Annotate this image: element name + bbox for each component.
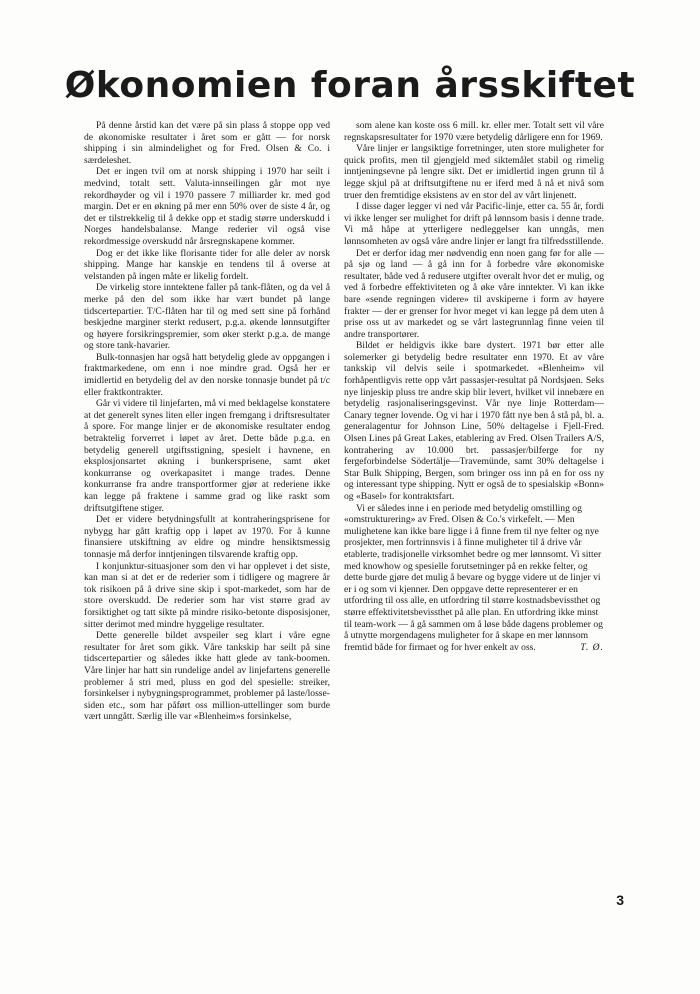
right-column [344, 120, 604, 653]
paragraph: som alene kan koste oss 6 mill. kr. eller mer. Totalt sett vil våre regnskapsresultater for 1970 være betydelig dårligere enn for 1969. [344, 120, 604, 143]
paragraph: Våre linjer er langsiktige forretninger, uten store muligheter for quick profits, men til gjengjeld med siktemålet stabil og rimelig inntjeningsevne på lengre sikt. Det er imidlertid ingen grunn til å legge skjul på at driftsutgiftene nu er iferd med å nå et nivå som truer den fremtidige eksistens av en stor del av vårt linjenett. [344, 143, 604, 201]
page-number: 3 [616, 892, 624, 908]
paragraph: Går vi videre til linjefarten, må vi med beklagelse konstatere at det generelt synes liten eller ingen fremgang i driftsresultater å spore. For mange linjer er de økonomiske resultater endog betraktelig forverret i løpet av året. Dette både p.g.a. en betydelig generell utgiftsstigning, spesielt i havnene, en eksplosjonsartet økning i bunkersprisene, samt øket konkurranse og overkapasitet i mange trades. Denne konkurranse fra andre transportformer gjør at rederiene ikke kan legge på fraktene i samme grad og like raskt som driftsutgiftene stiger. [84, 398, 330, 514]
paragraph: På denne årstid kan det være på sin plass å stoppe opp ved de økonomiske resultater i året som er gått — for norsk shipping i sin almindelighet og for Fred. Olsen & Co. i særdeleshet. [84, 120, 330, 166]
paragraph: Bulk-tonnasjen har også hatt betydelig glede av oppgangen i fraktmarkedene, om enn i noe mindre grad. Også her er imidlertid en betydelig del av den norske tonnasje bundet på t/c eller fraktkontrakter. [84, 351, 330, 398]
paragraph: I konjunktur-situasjoner som den vi har opplevet i det siste, kan man si at det er de rederier som i tidligere og magrere år tok risikoen på å drive sine skip i spot-markedet, som har de store overskudd. De rederier som har vist større grad av forsiktighet og tatt sikte på mindre risiko-betonte disposisjoner, sitter derimot med mindre hyggelige resultater. [84, 560, 330, 630]
paragraph: Bildet er heldigvis ikke bare dystert. 1971 bør etter alle solemerker gi betydelig bedre resultater enn 1970. Et av våre tankskip vil delvis seile i spotmarkedet. «Blenheim» vil forhåpentligvis rette opp vårt passasjer-resultat på Nordsjøen. Seks nye linjeskip pluss tre andre skip blir levert, hvilket vil innebære en betydelig rasjonaliseringsgevinst. Vår nye linje Rotterdam—Canary tegner lovende. Og vi har i 1970 fått nye ben å stå på, bl. a. generalagentur for Johnson Line, 50% deltagelse i Fjell-Fred. Olsen Lines på Great Lakes, etablering av Fred. Olsen Trailers A/S, kontrahering av 10.000 brt. passasjer/bilferge for ny fergeforbindelse Södertälje—Travemünde, samt 30% deltagelse i Star Bulk Shipping, Bergen, som bringer oss inn på en for oss ny og interessant type shipping. Nytt er også de to spesialskip «Bonn» og «Basel» for kontraktsfart. [344, 340, 604, 502]
paragraph: Det er derfor idag mer nødvendig enn noen gang før for alle — på sjø og land — å gå inn for å forbedre våre økonomiske resultater, både ved å redusere utgifter overalt hvor det er mulig, og ved å forbedre effektiviteten og å øke våre inntekter. Vi kan ikke bare «sende regningen videre» til avskiperne i form av høyere frakter — der er grenser for hvor meget vi kan legge på dem uten å prise oss ut av markedet og se vårt lastegrunnlag finne veien til andre transportører. [344, 247, 604, 340]
left-column [84, 120, 330, 723]
paragraph: Dette generelle bildet avspeiler seg klart i våre egne resultater for året som gikk. Våre tankskip har seilt på sine tidscertepartier og således ikke hatt glede av tank-boomen. Våre linjer har hatt sin rundelige andel av linjefartens generelle problemer å stri med, pluss en god del spesielle: streiker, forsinkelser i nybygningsprogrammet, problemer på laste/losse-siden etc., som har påført oss million-uttellinger som burde vært unngått. Særlig ille var «Blenheim»s forsinkelse, [84, 630, 330, 723]
paragraph: I disse dager legger vi ned vår Pacific-linje, etter ca. 55 år, fordi vi ikke lenger ser mulighet for drift på lønnsom basis i denne trade. Vi må håpe at ytterligere nedleggelser kan unngås, men lønnsomheten av også våre andre linjer er langt fra tilfredsstillende. [344, 201, 604, 247]
paragraph: De virkelig store inntektene faller på tank-flåten, og da vel å merke på den del som ikke har vært bundet på lange tidscertepartier. T/C-flåten har til og med sett sine på forhånd beskjedne marginer sterkt redusert, p.g.a. økende lønnsutgifter og høyere forsikringspremier, som øker sterkt p.g.a. de mange og store tank-havarier. [84, 282, 330, 352]
author-signature: T. Ø. [580, 641, 604, 653]
paragraph: Dog er det ikke like florisante tider for alle deler av norsk shipping. Mange har kanskje en tendens til å overse at velstanden på ingen måte er likelig fordelt. [84, 247, 330, 282]
paragraph: Det er videre betydningsfullt at kontraheringsprisene for nybygg har gått kraftig opp i løpet av 1970. For å kunne finansiere utskiftning av eldre og mindre hensiktsmessig tonnasje må derfor inntjeningen tilsvarende kraftig opp. [84, 514, 330, 560]
closing-text: Vi er således inne i en periode med betydelig omstilling og «omstrukturering» av Fred. Olsen & Co.'s virkefelt. — Men mulighetene kan ikke bare ligge i å finne frem til nye felter og nye prosjekter, men fortrinnsvis i å finne muligheter til å drive vår etablerte, tradisjonelle virksomhet bedre og mer lønnsomt. Vi sitter med knowhow og spesielle forutsetninger på en rekke felter, og dette burde gjøre det mulig å bevare og bygge videre ut de linjer vi er i og som vi kjenner. Den oppgave dette representerer er en utfordring til oss alle, en utfordring til større kostnadsbevissthet og større effektivitetsbevissthet på alle plan. En utfordring ikke minst til team-work — å gå sammen om å løse både dagens problemer og å utnytte morgendagens muligheter for å skape en mer lønnsom fremtid både for firmaet og for hver enkelt av oss. [344, 502, 603, 653]
page-title: Økonomien foran årsskiftet [64, 65, 636, 106]
closing-paragraph [344, 503, 604, 654]
paragraph: Det er ingen tvil om at norsk shipping i 1970 har seilt i medvind, totalt sett. Valuta-innseilingen går mot nye rekordhøyder og vil i 1970 passere 7 milliarder kr. med god margin. Det er en økning på mer enn 50% over de siste 4 år, og det er tilstrekkelig til å dekke opp et stadig større underskudd i Norges handelsbalanse. Mange rederier vil også vise rekordmessige overskudd når årsregnskapene kommer. [84, 166, 330, 247]
